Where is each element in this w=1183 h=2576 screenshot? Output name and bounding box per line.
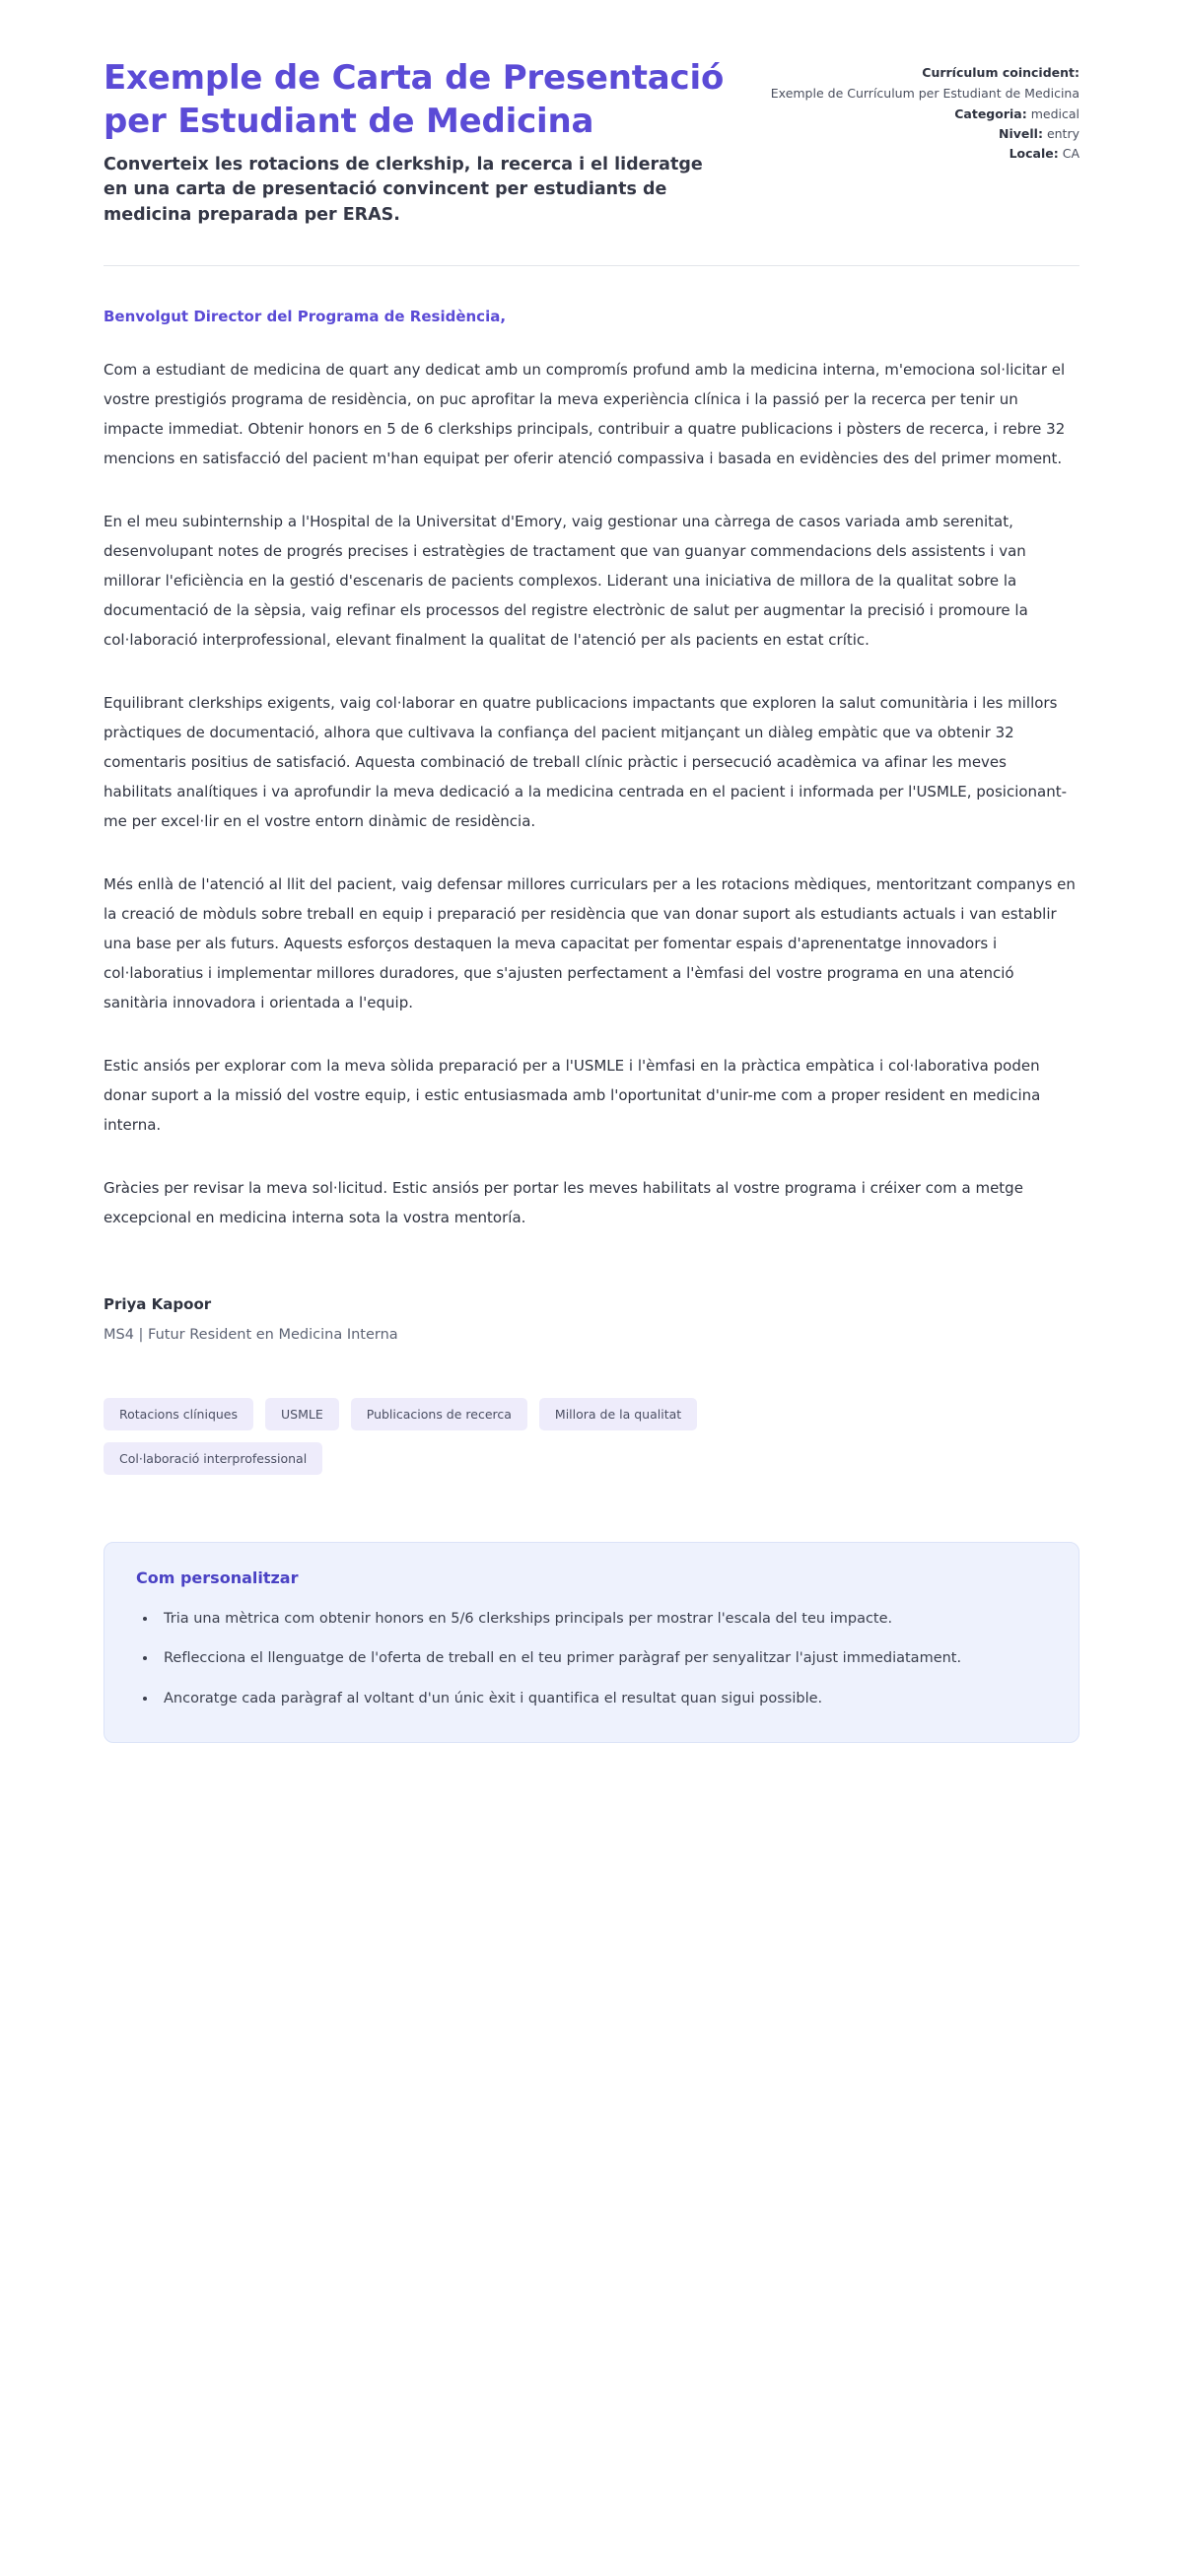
letter-paragraph: Més enllà de l'atenció al llit del pacient, vaig defensar millores curriculars per a les rotacions mèdiques, mentoritzant companys en la creació de mòduls sobre treball en equip i preparació per residència que van donar suport als estudiants actuals i van establir una base per als futurs. Aquests esforços destaquen la meva capacitat per fomentar espais d'aprenentatge innovadors i col·laboratius i implementar millores duradores, que s'ajusten perfectament a l'èmfasi del vostre programa en una atenció sanitària innovadora i orientada a l'equip. xyxy=(104,875,1076,1012)
tip-item: • Ancoratge cada paràgraf al voltant d'un únic èxit i quantifica el resultat quan sigui possible. xyxy=(158,1685,1047,1712)
meta-matching-resume-label: Currículum coincident: xyxy=(922,65,1079,80)
tag-item[interactable]: Millora de la qualitat xyxy=(539,1398,697,1430)
signature-block xyxy=(104,1295,1079,1343)
meta-category-value: medical xyxy=(1030,105,1079,121)
meta-category-label: Categoria: xyxy=(954,105,1027,121)
signature-role: MS4 | Futur Resident en Medicina Interna xyxy=(104,1327,398,1344)
tag-item[interactable]: Rotacions clíniques xyxy=(104,1398,253,1430)
letter-paragraph: Gràcies per revisar la meva sol·licitud. Estic ansiós per portar les meves habilitats al vostre programa i créixer com a metge excepcional en medicina interna sota la vostra mentoría. xyxy=(104,1179,1023,1227)
tag-list xyxy=(104,1398,892,1475)
document-metadata xyxy=(771,57,1079,164)
header-text-block xyxy=(104,57,731,228)
meta-level xyxy=(771,124,1079,144)
tip-item: • Reflecciona el llenguatge de l'oferta de treball en el teu primer paràgraf per senyalitzar l'ajust immediatament. xyxy=(158,1644,1047,1672)
page-title: Exemple de Carta de Presentació per Estudiant de Medicina xyxy=(104,58,725,141)
meta-level-label: Nivell: xyxy=(999,125,1043,141)
document-header xyxy=(104,57,1079,228)
meta-category xyxy=(771,104,1079,124)
tag-item[interactable]: USMLE xyxy=(265,1398,339,1430)
letter-paragraph: Equilibrant clerkships exigents, vaig col·laborar en quatre publicacions impactants que exploren la salut comunitària i les millors pràctiques de documentació, alhora que cultivava la confiança del pacient mitjançant un diàleg empàtic que va obtenir 32 comentaris positius de satisfació. Aquesta combinació de treball clínic pràctic i persecució acadèmica va afinar les meves habilitats analítiques i va aprofundir la meva dedicació a la medicina centrada en el pacient i informada per l'USMLE, posicionant-me per excel·lir en el vostre entorn dinàmic de residència. xyxy=(104,694,1068,831)
meta-locale-label: Locale: xyxy=(1009,146,1059,161)
meta-locale-value: CA xyxy=(1062,146,1079,161)
meta-matching-resume-value: Exemple de Currículum per Estudiant de Medicina xyxy=(770,86,1079,102)
page-subtitle: Converteix les rotacions de clerkship, la recerca i el lideratge en una carta de presentació convincent per estudiants de medicina preparada per ERAS. xyxy=(104,155,703,225)
letter-paragraph: Estic ansiós per explorar com la meva sòlida preparació per a l'USMLE i l'èmfasi en la pràctica empàtica i col·laborativa poden donar suport a la missió del vostre equip, i estic entusiasmada amb l'oportunitat d'unir-me com a proper resident en medicina interna. xyxy=(104,1057,1041,1135)
tips-title: Com personalitzar xyxy=(136,1568,299,1588)
cover-letter-body xyxy=(104,308,1079,1232)
signature-name: Priya Kapoor xyxy=(104,1295,212,1314)
tag-item[interactable]: Publicacions de recerca xyxy=(351,1398,527,1430)
letter-paragraph: Com a estudiant de medicina de quart any dedicat amb un compromís profund amb la medicina interna, m'emociona sol·licitar el vostre prestigiós programa de residència, on puc aprofitar la meva experiència clínica i la passió per la recerca per tenir un impacte immediat. Obtenir honors en 5 de 6 clerkships principals, contribuir a quatre publicacions i pòsters de recerca, i rebre 32 mencions en satisfacció del pacient m'han equipat per oferir atenció compassiva i basada en evidències des del primer moment. xyxy=(104,361,1066,468)
header-divider xyxy=(104,265,1079,266)
tag-item[interactable]: Col·laboració interprofessional xyxy=(104,1442,322,1475)
tips-list xyxy=(136,1605,1047,1712)
meta-level-value: entry xyxy=(1046,125,1079,141)
customization-tips-panel xyxy=(104,1542,1079,1743)
tip-item: • Tria una mètrica com obtenir honors en 5/6 clerkships principals per mostrar l'escala del teu impacte. xyxy=(158,1605,1047,1633)
letter-salutation: Benvolgut Director del Programa de Residència, xyxy=(104,308,507,326)
meta-locale xyxy=(771,144,1079,164)
letter-paragraph: En el meu subinternship a l'Hospital de la Universitat d'Emory, vaig gestionar una càrrega de casos variada amb serenitat, desenvolupant notes de progrés precises i estratègies de tractament que van guanyar commendacions dels assistents i van millorar l'eficiència en la gestió d'escenaris de pacients complexos. Liderant una iniciativa de millora de la qualitat sobre la documentació de la sèpsia, vaig refinar els processos del registre electrònic de salut per augmentar la precisió i promoure la col·laboració interprofessional, elevant finalment la qualitat de l'atenció per als pacients en estat crític. xyxy=(104,513,1028,650)
